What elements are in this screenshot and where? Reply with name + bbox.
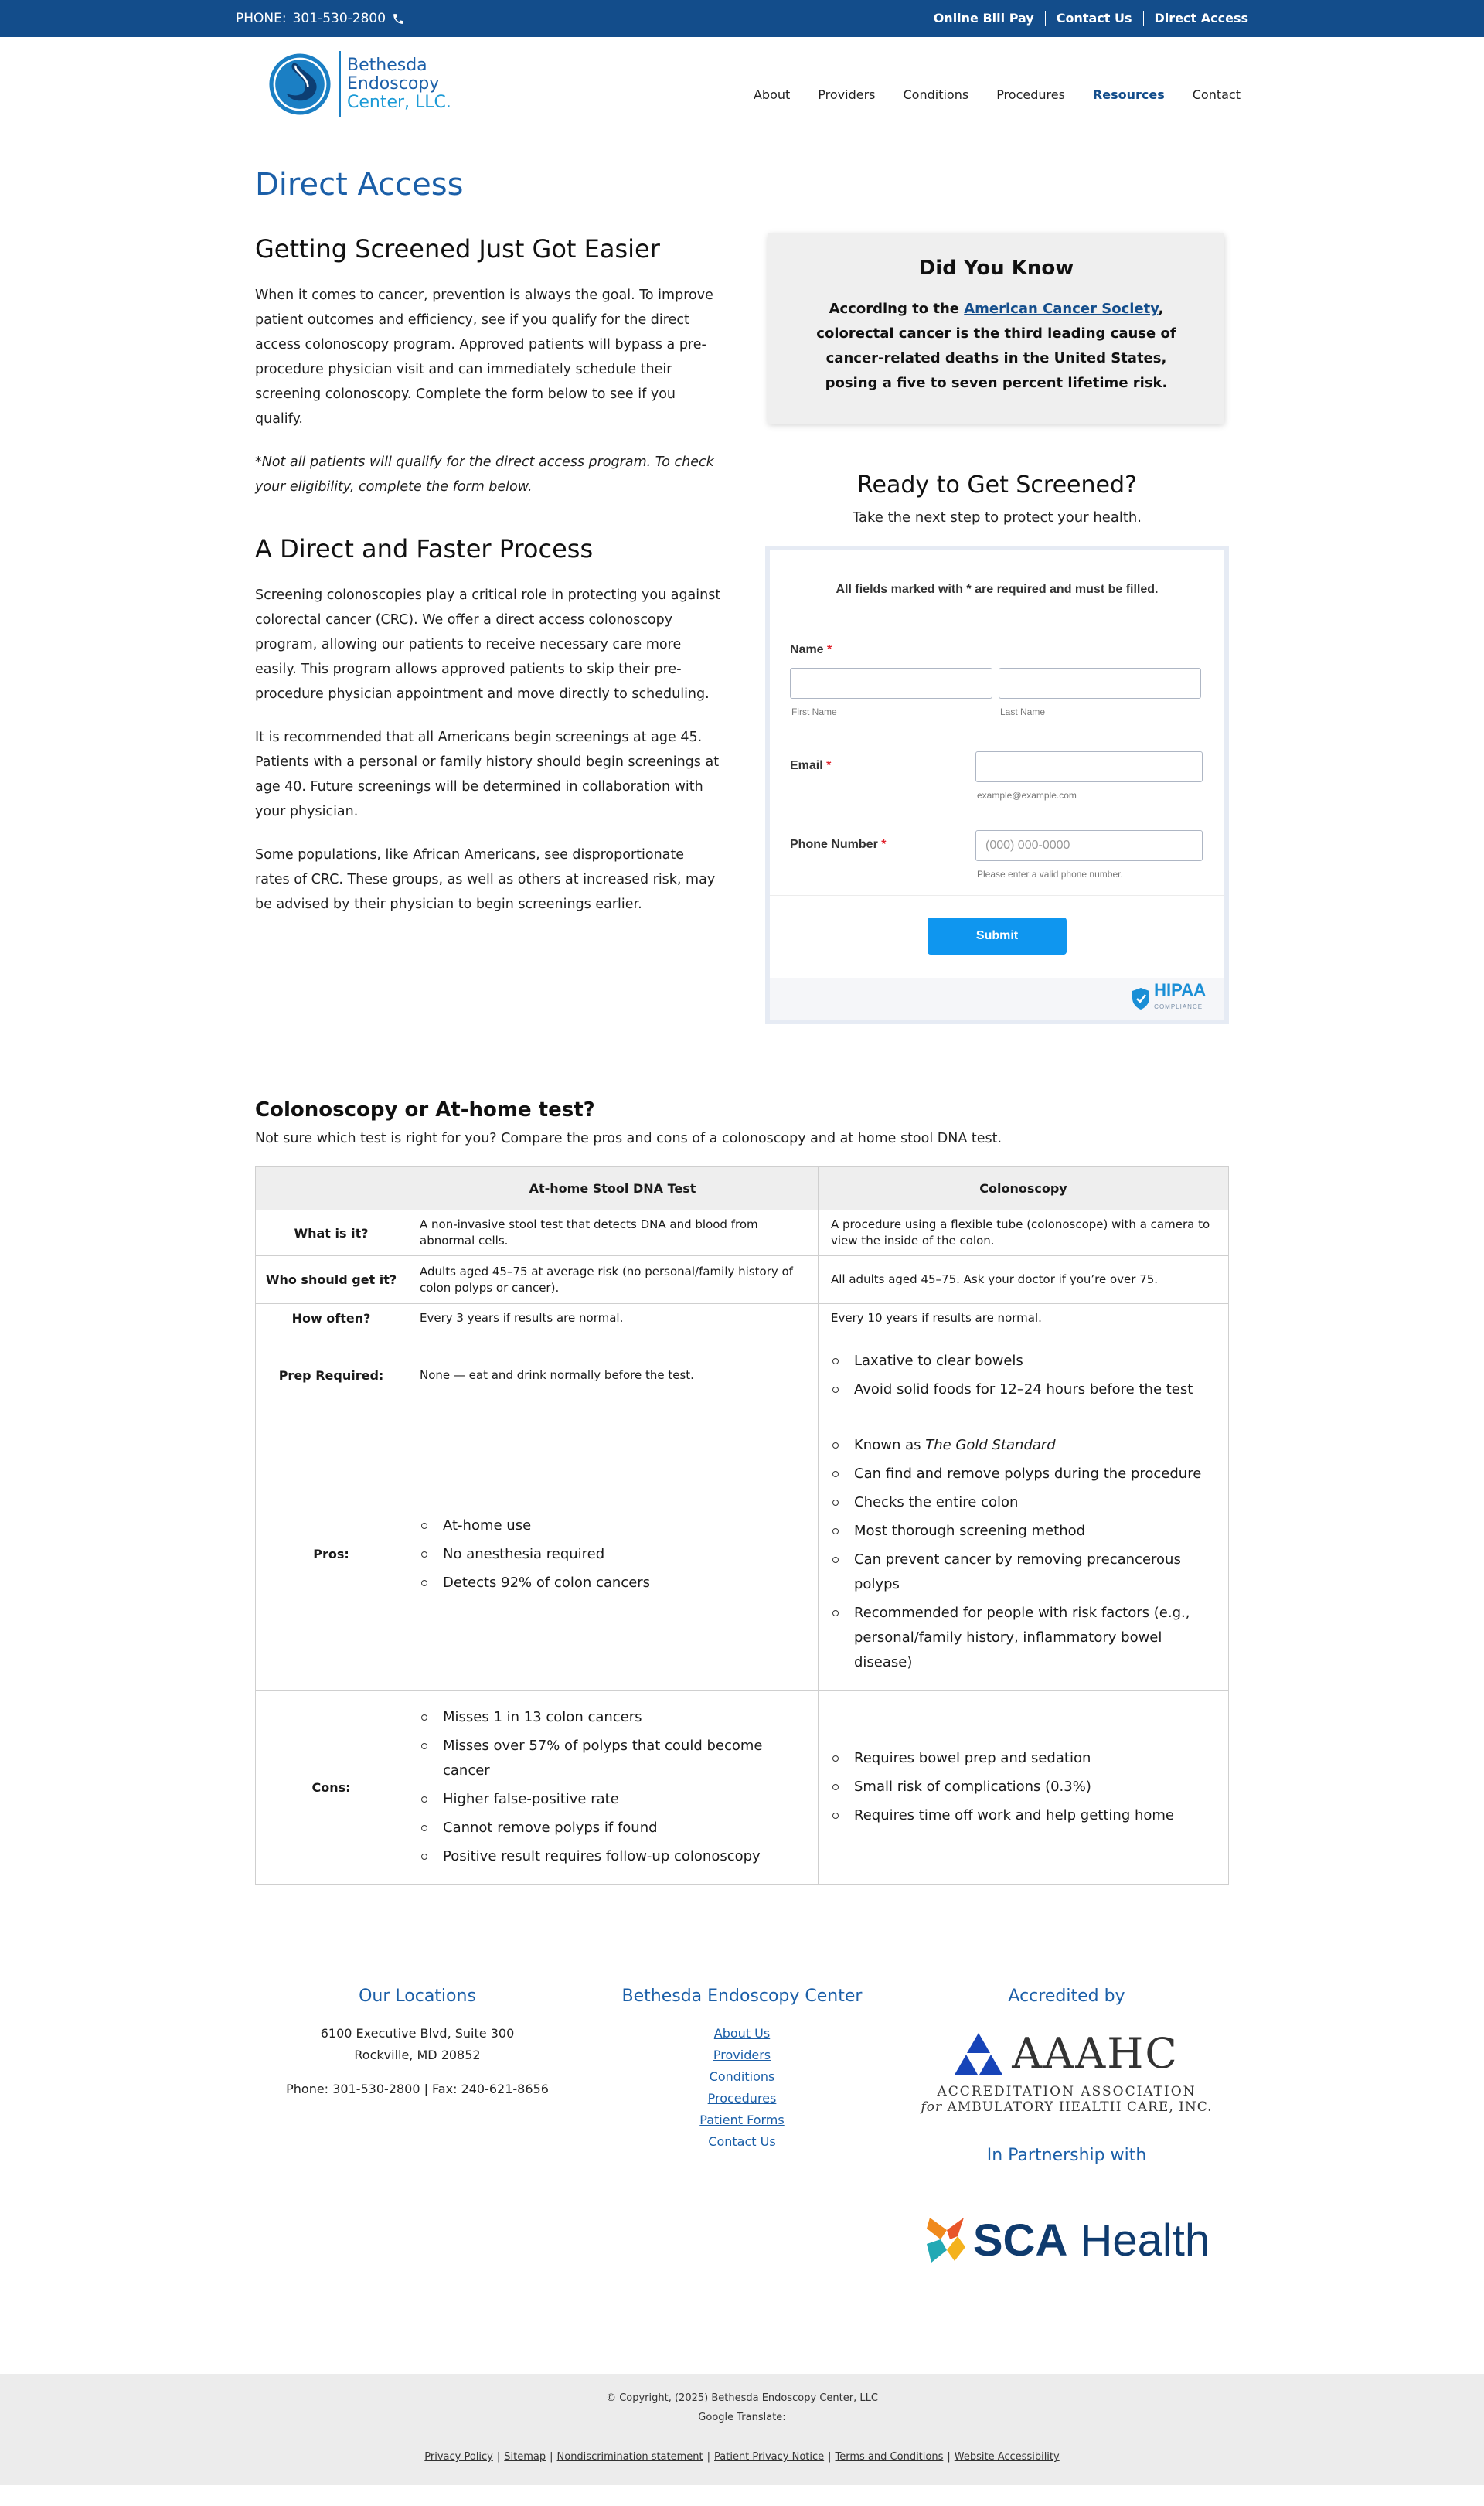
table-header-row — [256, 1167, 1229, 1210]
row-label-often: How often? — [256, 1304, 407, 1333]
footer-link-about[interactable]: About Us — [713, 2026, 771, 2041]
accredited-title: Accredited by — [1008, 1987, 1125, 2006]
phone-number[interactable]: 301-530-2800 — [292, 11, 386, 26]
intro-column — [255, 233, 723, 1024]
row-label-what: What is it? — [256, 1210, 407, 1256]
email-input[interactable] — [975, 751, 1203, 782]
required-fields-note: All fields marked with * are required and must be filled. — [836, 583, 1159, 596]
table-header-empty — [256, 1167, 407, 1210]
table-row — [256, 1691, 1229, 1885]
sca-health-mark-icon — [924, 2213, 968, 2267]
cell-cons-stool — [407, 1691, 819, 1885]
acs-link[interactable]: American Cancer Society — [964, 301, 1159, 317]
sca-bold: SCA — [972, 2215, 1068, 2266]
list-item: Most thorough screening method — [831, 1519, 1216, 1544]
table-row — [256, 1210, 1229, 1256]
required-mark: * — [881, 838, 887, 851]
address-line-2: Rockville, MD 20852 — [354, 2048, 481, 2062]
list-item: At-home use — [420, 1513, 805, 1538]
cell-often-stool: Every 3 years if results are normal. — [407, 1304, 819, 1333]
separator: | — [947, 2451, 951, 2463]
online-bill-pay-link[interactable]: Online Bill Pay — [933, 11, 1034, 26]
aaahc-word: AAAHC — [1012, 2029, 1179, 2078]
cell-prep-stool: None — eat and drink normally before the test. — [407, 1333, 819, 1418]
intro-paragraph: When it comes to cancer, prevention is always the goal. To improve patient outcomes and efficiency, see if you qualify for the direct access colonoscopy program. Approved patients will bypass a pre-procedure physician visit and can immediately schedule their screening colonoscopy. Complete the form below to see if you qualify. — [255, 288, 713, 427]
topbar-phone — [236, 11, 405, 26]
sca-health-wordmark — [973, 2215, 1210, 2266]
did-you-know-box — [768, 233, 1224, 424]
list-item: Small risk of complications (0.3%) — [831, 1775, 1216, 1799]
sitemap-link[interactable]: Sitemap — [504, 2451, 546, 2463]
footer-link-contact[interactable]: Contact Us — [708, 2134, 776, 2149]
table-row — [256, 1418, 1229, 1691]
locations-title: Our Locations — [359, 1987, 476, 2006]
footer-locations — [255, 1987, 580, 2267]
table-row — [256, 1256, 1229, 1304]
direct-access-link[interactable]: Direct Access — [1143, 11, 1248, 26]
process-paragraph-2: It is recommended that all Americans begin screenings at age 45. Patients with a personal or family history should begin screenings at age 40. Future screenings will be determined in collaboration with your physician. — [255, 730, 720, 819]
cell-pros-colonoscopy — [819, 1418, 1229, 1691]
terms-link[interactable]: Terms and Conditions — [835, 2451, 944, 2463]
list-item: Avoid solid foods for 12–24 hours before the test — [831, 1377, 1216, 1402]
footer-link-patient-forms[interactable]: Patient Forms — [699, 2113, 785, 2127]
comparison-subtitle: Not sure which test is right for you? Compare the pros and cons of a colonoscopy and at home stool DNA test. — [255, 1131, 1002, 1146]
cell-pros-stool — [407, 1418, 819, 1691]
logo-line1: Bethesda — [347, 56, 427, 75]
topbar-links — [923, 11, 1248, 26]
list-item: Laxative to clear bowels — [831, 1349, 1216, 1374]
dyk-text-after: , colorectal cancer is the third leading cause of cancer-related deaths in the United States, posing a five to seven percent lifetime risk. — [816, 301, 1176, 391]
dyk-text-before: According to the — [829, 301, 965, 317]
sca-health-logo[interactable] — [904, 2213, 1229, 2267]
logo-text — [347, 56, 451, 112]
phone-fax: Phone: 301-530-2800 | Fax: 240-621-8656 — [286, 2082, 549, 2096]
stomach-logo-icon — [267, 51, 333, 117]
phone-icon — [392, 12, 405, 26]
list-item: Checks the entire colon — [831, 1490, 1216, 1515]
cell-cons-colonoscopy — [819, 1691, 1229, 1885]
center-title: Bethesda Endoscopy Center — [621, 1987, 863, 2006]
site-logo[interactable] — [267, 51, 451, 117]
bottom-bar — [0, 2374, 1484, 2485]
name-label-text: Name — [790, 643, 824, 656]
page-title: Direct Access — [255, 167, 464, 203]
list-item: Recommended for people with risk factors (e.g., personal/family history, inflammatory bowel disease) — [831, 1601, 1216, 1675]
phone-label-text: Phone Number — [790, 838, 878, 851]
logo-line3: Center, LLC. — [347, 93, 451, 112]
footer-center-links — [580, 1987, 904, 2267]
heading-direct-process: A Direct and Faster Process — [255, 534, 594, 564]
name-label — [790, 643, 832, 657]
ready-subtitle: Take the next step to protect your health. — [852, 509, 1142, 526]
email-label — [790, 751, 975, 773]
did-you-know-title: Did You Know — [918, 257, 1074, 280]
cell-who-stool: Adults aged 45–75 at average risk (no personal/family history of colon polyps or cancer). — [407, 1256, 819, 1304]
list-item: Misses over 57% of polyps that could become cancer — [420, 1734, 805, 1783]
nondiscrimination-link[interactable]: Nondiscrimination statement — [556, 2451, 703, 2463]
table-header-stool-test: At-home Stool DNA Test — [407, 1167, 819, 1210]
required-mark: * — [827, 643, 832, 656]
nav-conditions[interactable]: Conditions — [903, 87, 969, 102]
last-name-input[interactable] — [999, 668, 1201, 699]
top-bar — [0, 0, 1484, 37]
footer-link-conditions[interactable]: Conditions — [709, 2069, 775, 2084]
cell-often-colonoscopy: Every 10 years if results are normal. — [819, 1304, 1229, 1333]
list-item: Higher false-positive rate — [420, 1787, 805, 1812]
email-row — [770, 751, 1224, 801]
table-row — [256, 1333, 1229, 1418]
aaahc-line-2 — [921, 2099, 1212, 2115]
patient-privacy-notice-link[interactable]: Patient Privacy Notice — [714, 2451, 825, 2463]
nav-resources[interactable]: Resources — [1092, 87, 1165, 102]
separator: | — [706, 2451, 711, 2463]
google-translate-label: Google Translate: — [698, 2412, 786, 2423]
logo-divider — [339, 51, 341, 117]
hipaa-shield-icon — [1131, 987, 1151, 1010]
list-item: Misses 1 in 13 colon cancers — [420, 1705, 805, 1730]
process-paragraph-3: Some populations, like African Americans, see disproportionate rates of CRC. These groups, as well as others at increased risk, may be advised by their physician to begin screenings earlier. — [255, 847, 716, 912]
row-label-prep: Prep Required: — [256, 1333, 407, 1418]
name-label-row — [770, 643, 1224, 657]
phone-sublabel: Please enter a valid phone number. — [977, 869, 1123, 880]
required-mark: * — [826, 759, 832, 772]
submit-button[interactable]: Submit — [928, 918, 1067, 955]
aaahc-line-2-text: AMBULATORY HEALTH CARE, INC. — [942, 2099, 1213, 2115]
accessibility-link[interactable]: Website Accessibility — [954, 2451, 1060, 2463]
ready-title: Ready to Get Screened? — [857, 472, 1137, 499]
first-name-input[interactable] — [790, 668, 992, 699]
eligibility-note: *Not all patients will qualify for the direct access program. To check your eligibility, complete the form below. — [255, 455, 714, 495]
cell-what-stool: A non-invasive stool test that detects DNA and blood from abnormal cells. — [407, 1210, 819, 1256]
phone-number-label — [790, 830, 975, 852]
comparison-section — [255, 1098, 1229, 1885]
gold-standard-text: The Gold Standard — [925, 1437, 1056, 1453]
cell-who-colonoscopy: All adults aged 45–75. Ask your doctor if you’re over 75. — [819, 1256, 1229, 1304]
aaahc-for: for — [921, 2099, 943, 2115]
row-label-cons: Cons: — [256, 1691, 407, 1885]
direct-access-form — [765, 546, 1229, 1024]
copyright: © Copyright, (2025) Bethesda Endoscopy Center, LLC — [606, 2392, 878, 2404]
phone-input[interactable]: (000) 000-0000 — [975, 830, 1203, 861]
phone-row — [770, 830, 1224, 880]
aaahc-triangle-icon — [955, 2033, 1002, 2075]
address-line-1: 6100 Executive Blvd, Suite 300 — [320, 2026, 515, 2041]
last-name-sublabel: Last Name — [1000, 707, 1046, 717]
table-row — [256, 1304, 1229, 1333]
aaahc-logo[interactable] — [904, 2029, 1229, 2115]
nav-providers[interactable]: Providers — [818, 87, 876, 102]
comparison-table — [255, 1166, 1229, 1885]
legal-links — [0, 2451, 1484, 2463]
aaahc-line-1: ACCREDITATION ASSOCIATION — [937, 2084, 1196, 2099]
list-item: Detects 92% of colon cancers — [420, 1571, 805, 1595]
privacy-policy-link[interactable]: Privacy Policy — [424, 2451, 493, 2463]
gold-standard-prefix: Known as — [854, 1437, 926, 1453]
form-column — [765, 233, 1229, 1024]
footer-link-procedures[interactable]: Procedures — [707, 2091, 777, 2106]
row-label-who: Who should get it? — [256, 1256, 407, 1304]
footer-link-providers[interactable]: Providers — [713, 2048, 771, 2062]
did-you-know-text — [799, 297, 1193, 396]
hipaa-badge — [1131, 982, 1206, 1016]
list-item: Can find and remove polyps during the procedure — [831, 1462, 1216, 1486]
nav-contact[interactable]: Contact — [1192, 87, 1241, 102]
cell-prep-colonoscopy — [819, 1333, 1229, 1418]
nav-procedures[interactable]: Procedures — [996, 87, 1065, 102]
hipaa-label: HIPAA — [1154, 980, 1206, 999]
name-fields — [770, 668, 1224, 717]
site-footer — [255, 1987, 1229, 2267]
list-item: No anesthesia required — [420, 1542, 805, 1567]
hipaa-sublabel: COMPLIANCE — [1154, 1003, 1203, 1010]
list-item: Cannot remove polyps if found — [420, 1816, 805, 1840]
list-item: Requires bowel prep and sedation — [831, 1746, 1216, 1771]
form-footer — [770, 978, 1224, 1020]
list-item: Can prevent cancer by removing precancerous polyps — [831, 1548, 1216, 1597]
table-header-colonoscopy: Colonoscopy — [819, 1167, 1229, 1210]
separator: | — [828, 2451, 832, 2463]
footer-accreditation — [904, 1987, 1229, 2267]
main-content — [255, 167, 1229, 1885]
list-item: Requires time off work and help getting home — [831, 1803, 1216, 1828]
phone-label: PHONE: — [236, 11, 287, 26]
contact-us-link[interactable]: Contact Us — [1045, 11, 1143, 26]
ready-section — [765, 472, 1229, 526]
logo-line2: Endoscopy — [347, 74, 440, 94]
partnership-title: In Partnership with — [986, 2146, 1147, 2165]
list-item — [831, 1433, 1216, 1458]
email-label-text: Email — [790, 759, 823, 772]
row-label-pros: Pros: — [256, 1418, 407, 1691]
separator: | — [496, 2451, 501, 2463]
main-nav — [754, 67, 1241, 102]
list-item: Positive result requires follow-up colonoscopy — [420, 1844, 805, 1869]
email-sublabel: example@example.com — [977, 790, 1077, 801]
separator: | — [550, 2451, 553, 2463]
site-header — [0, 37, 1484, 131]
comparison-title: Colonoscopy or At-home test? — [255, 1098, 595, 1122]
process-paragraph-1: Screening colonoscopies play a critical role in protecting you against colorectal cancer (CRC). We offer a direct access colonoscopy program, allowing our patients to receive necessary care more easily. This program allows approved patients to skip their pre-procedure physician appointment and move directly to scheduling. — [255, 587, 721, 702]
nav-about[interactable]: About — [753, 87, 791, 102]
sca-rest: Health — [1067, 2215, 1210, 2266]
first-name-sublabel: First Name — [791, 707, 837, 717]
cell-what-colonoscopy: A procedure using a flexible tube (colonoscope) with a camera to view the inside of the colon. — [819, 1210, 1229, 1256]
heading-screened-easier: Getting Screened Just Got Easier — [255, 234, 660, 264]
